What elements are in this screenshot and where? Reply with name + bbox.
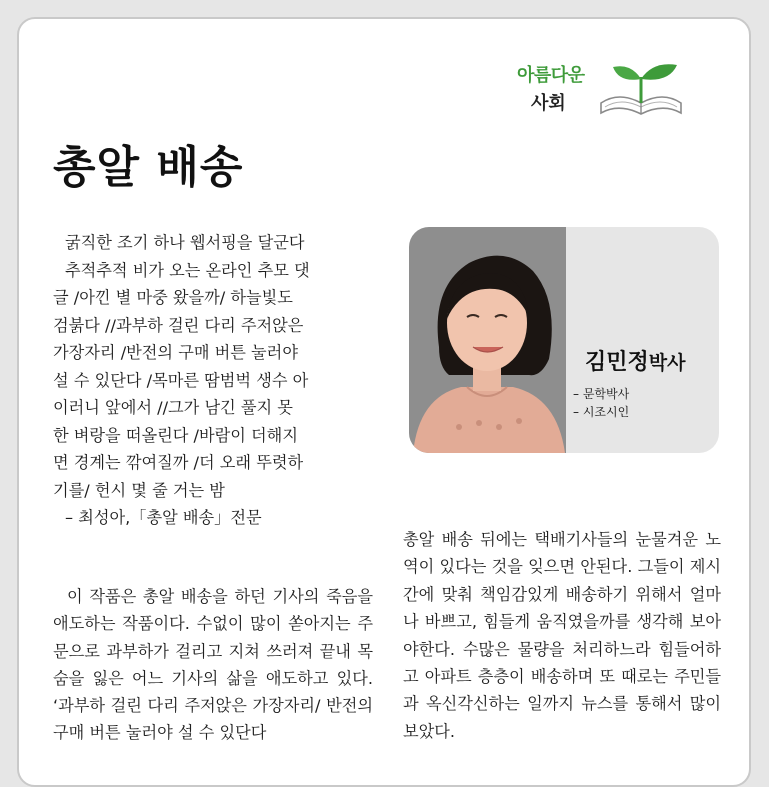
poem-attribution: – 최성아,「총알 배송」전문 — [65, 508, 262, 527]
author-name: 김민정박사 — [585, 350, 686, 375]
poem-line: 면 경계는 깎여질까 /더 오래 뚜렷하 — [53, 453, 304, 472]
author-credential: – 시조시인 — [573, 405, 630, 419]
author-credential: – 문학박사 — [573, 387, 630, 401]
poem-line: 검붉다 //과부하 걸린 다리 주저앉은 — [53, 315, 304, 335]
author-credentials — [573, 385, 629, 421]
poem-line: 이러니 앞에서 //그가 남긴 풀지 못 — [53, 398, 293, 417]
column-page — [17, 17, 751, 787]
sprout-on-book-icon — [595, 59, 687, 119]
poem-line: 글 /아낀 별 마중 왔을까/ 하늘빛도 — [53, 288, 293, 307]
poem-line: 가장자리 /반전의 구매 버튼 눌러야 — [53, 343, 298, 362]
author-card — [409, 227, 719, 453]
section-badge-line1: 아름다운 — [517, 65, 585, 86]
poem-line: 설 수 있단다 /목마른 땀범벅 생수 아 — [53, 370, 309, 390]
essay-paragraph-left: 이 작품은 총알 배송을 하던 기사의 죽음을 애도하는 작품이다. 수없이 많이 쏟아지는 주문으로 과부하가 걸리고 지쳐 쓰러져 끝내 목숨을 잃은 어느 기사의 삶을 애도하고 있다. ‘과부하 걸린 다리 주저앉은 가장자리/ 반전의 구매 버튼 눌러야 설 수 있단다 — [53, 587, 373, 743]
poem-line: 한 벼랑을 떠올린다 /바람이 더해지 — [53, 425, 298, 445]
poem-line: 굵직한 조기 하나 웹서핑을 달군다 — [65, 233, 305, 252]
essay-paragraph-right: 총알 배송 뒤에는 택배기사들의 눈물겨운 노역이 있다는 것을 잊으면 안된다. 그들이 제시간에 맞춰 책임감있게 배송하기 위해서 얼마나 바쁘고, 힘들게 움직였을까를 생각해 보아야한다. 수많은 물량을 처리하느라 힘들어하고 아파트 층층이 배송하며 또 때로는 주민들과 옥신각신하는 일까지 뉴스를 통해서 많이 보았다. — [403, 530, 721, 741]
article-title: 총알 배송 — [53, 142, 244, 193]
poem-line: 추적추적 비가 오는 온라인 추모 댓 — [65, 260, 310, 280]
poem-block — [53, 229, 373, 532]
section-badge — [517, 59, 717, 119]
poem-line: 기를/ 헌시 몇 줄 거는 밤 — [53, 480, 225, 500]
section-badge-line2: 사회 — [531, 93, 566, 114]
author-portrait — [409, 227, 566, 453]
